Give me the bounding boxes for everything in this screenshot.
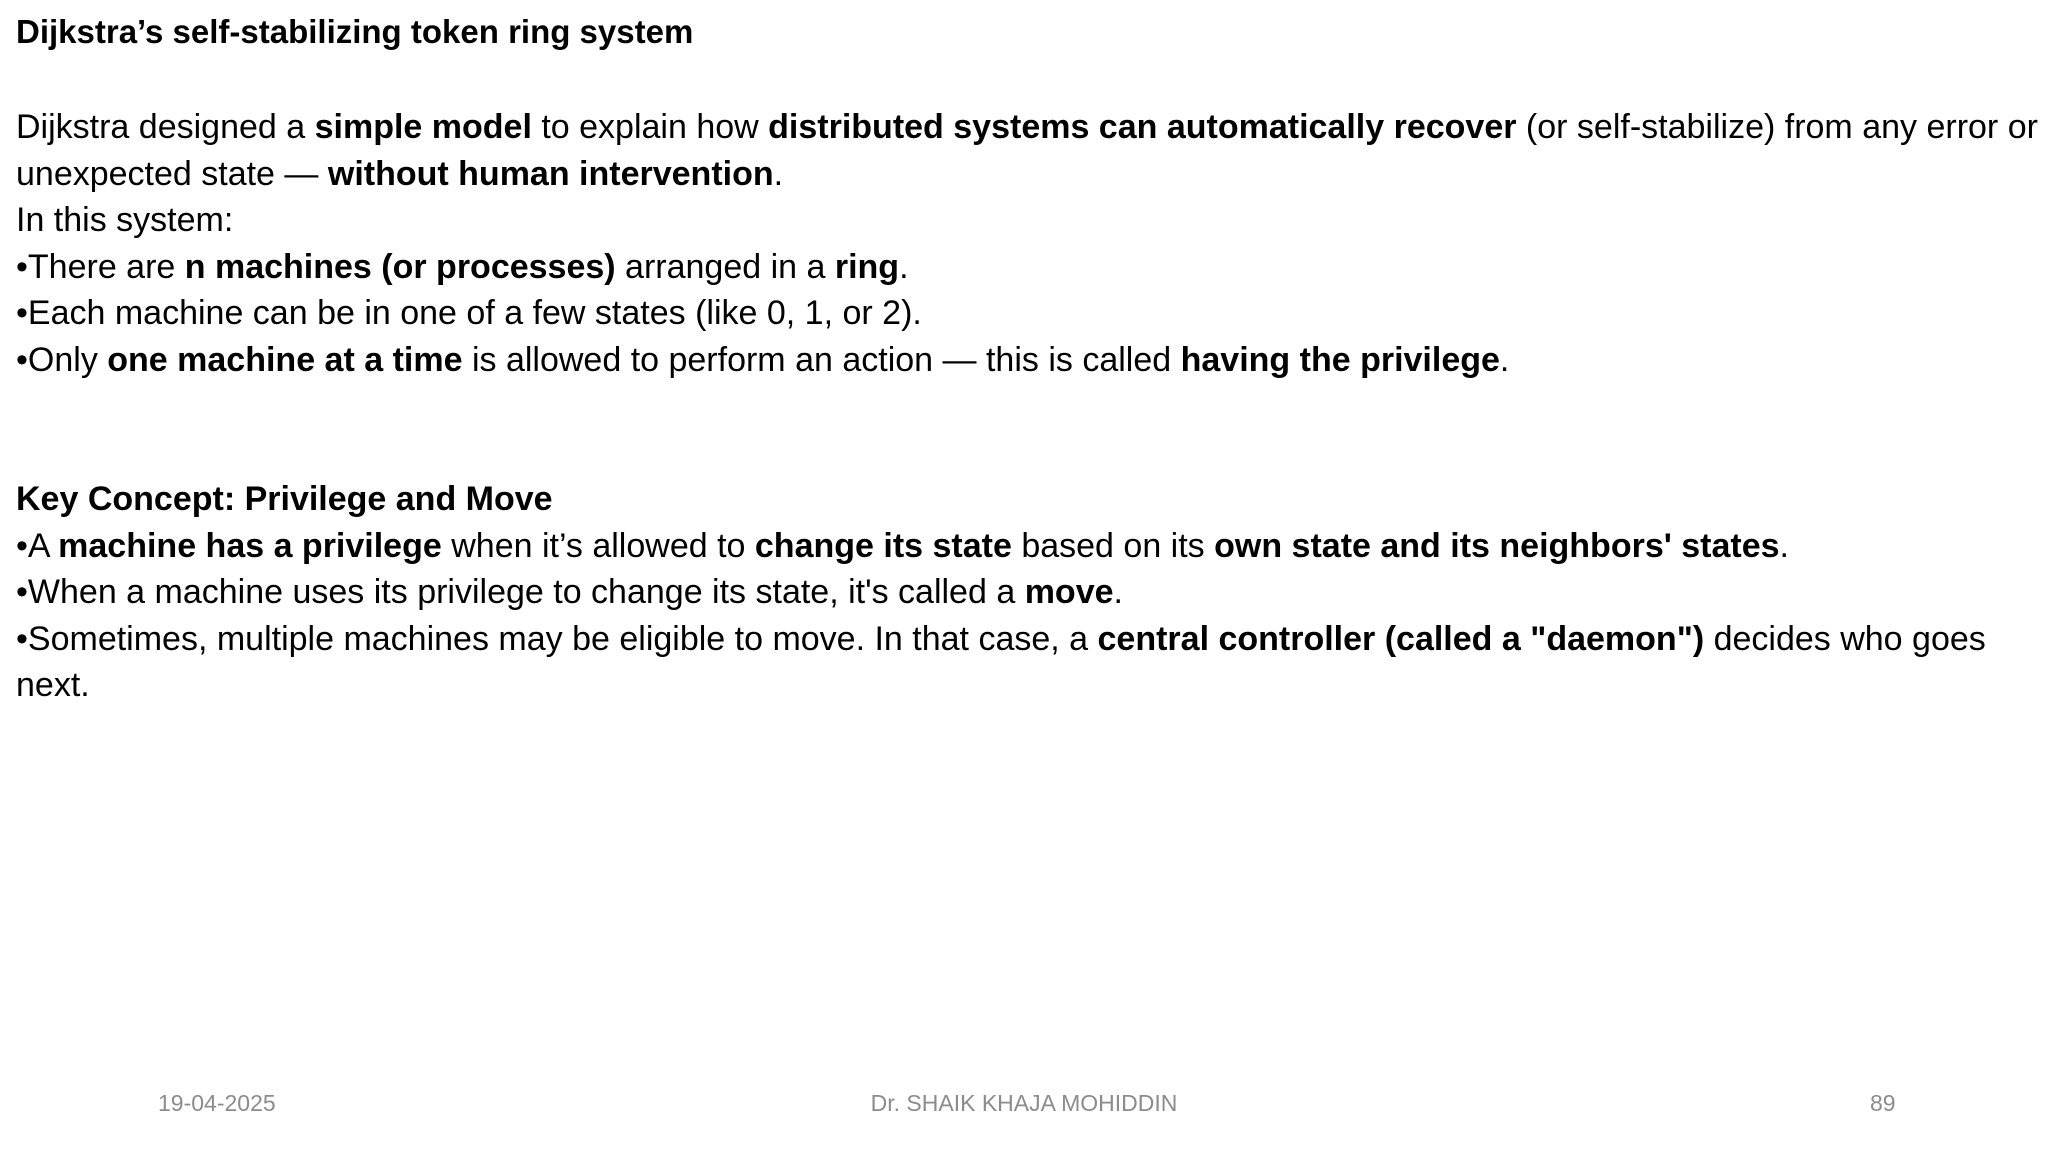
bold-text: n machines (or processes) bbox=[184, 247, 616, 286]
bold-text: without human intervention bbox=[327, 154, 774, 193]
text-run: to explain how bbox=[531, 108, 769, 146]
text-run: . bbox=[1499, 340, 1510, 379]
text-run: (or self-stabilize) from any error or unexpected state — bbox=[16, 108, 2038, 193]
intro-paragraph bbox=[16, 104, 2041, 197]
text-run: . bbox=[773, 154, 784, 193]
text-run: based on its bbox=[1011, 526, 1215, 565]
text-run: decides who goes next. bbox=[16, 619, 1986, 704]
footer-author: Dr. SHAIK KHAJA MOHIDDIN bbox=[870, 1090, 1178, 1116]
text-run: when it’s allowed to bbox=[441, 526, 755, 565]
slide-body bbox=[16, 104, 2041, 709]
bold-text: having the privilege bbox=[1180, 340, 1500, 379]
intro-lead bbox=[16, 197, 2041, 244]
bullet-privilege bbox=[16, 337, 2041, 384]
bullet-daemon bbox=[16, 616, 2041, 709]
text-run: is allowed to perform an action — this is called bbox=[462, 340, 1181, 379]
section-spacer bbox=[16, 383, 2041, 476]
text-run: •Sometimes, multiple machines may be eligible to move. In that case, a bbox=[16, 619, 1098, 658]
key-concept-heading: Key Concept: Privilege and Move bbox=[16, 480, 553, 518]
bullet-states bbox=[16, 290, 2041, 337]
text-run: Dijkstra designed a bbox=[16, 108, 315, 146]
text-run: arranged in a bbox=[615, 247, 835, 286]
bold-text: machine has a privilege bbox=[58, 526, 442, 565]
bullet-move bbox=[16, 569, 2041, 616]
bold-text: simple model bbox=[314, 108, 532, 146]
slide-title: Dijkstra’s self-stabilizing token ring system bbox=[16, 13, 694, 50]
page-number: 89 bbox=[1870, 1090, 1896, 1116]
text-run: . bbox=[899, 247, 909, 286]
bold-text: change its state bbox=[754, 526, 1012, 565]
text-run: •Only bbox=[16, 340, 108, 379]
bold-text: distributed systems can automatically recover bbox=[768, 108, 1517, 146]
bold-text: one machine at a time bbox=[107, 340, 463, 379]
bold-text: own state and its neighbors' states bbox=[1214, 526, 1780, 565]
text-run: •There are bbox=[16, 247, 185, 286]
text-run: In this system: bbox=[16, 201, 234, 239]
bold-text: central controller (called a "daemon") bbox=[1097, 619, 1705, 658]
bold-text: move bbox=[1024, 573, 1114, 611]
text-run: . bbox=[1779, 526, 1789, 565]
text-run: . bbox=[1113, 573, 1123, 611]
bold-text: ring bbox=[834, 247, 900, 286]
text-run: •Each machine can be in one of a few states (like 0, 1, or 2). bbox=[16, 294, 922, 332]
text-run: •A bbox=[16, 526, 59, 565]
text-run: •When a machine uses its privilege to change its state, it's called a bbox=[16, 573, 1025, 611]
bullet-machine-privilege bbox=[16, 523, 2041, 570]
bullet-ring bbox=[16, 244, 2041, 291]
footer-date: 19-04-2025 bbox=[158, 1090, 276, 1116]
